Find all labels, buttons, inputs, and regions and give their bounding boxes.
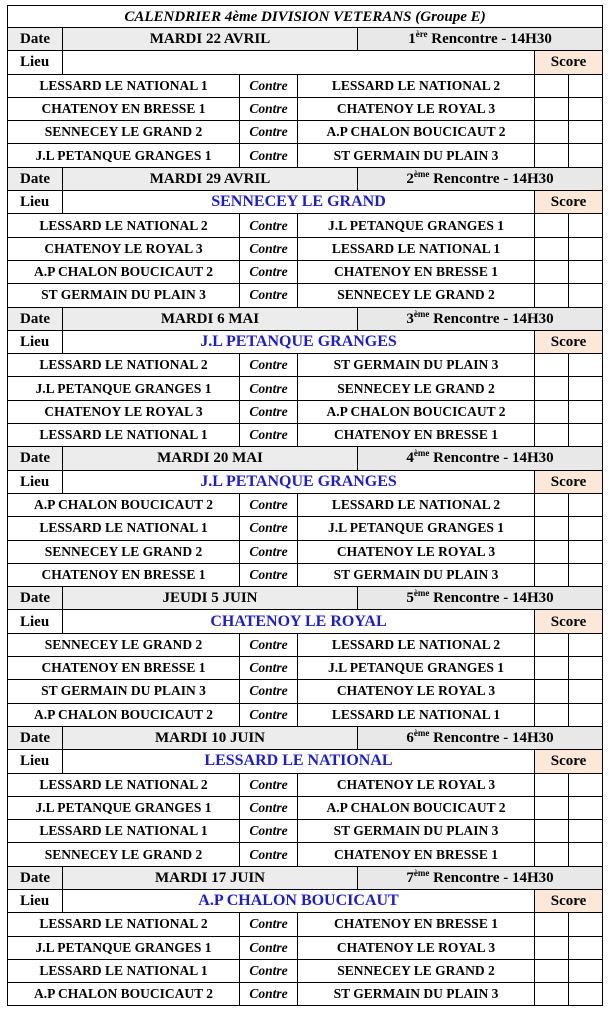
home-score-cell[interactable] <box>535 260 569 283</box>
away-score-cell[interactable] <box>569 936 603 959</box>
away-team: SENNECEY LE GRAND 2 <box>298 377 535 400</box>
away-score-cell[interactable] <box>569 820 603 843</box>
contre-label: Contre <box>240 424 298 447</box>
lieu-label: Lieu <box>8 330 63 353</box>
home-team: SENNECEY LE GRAND 2 <box>8 843 240 866</box>
lieu-label: Lieu <box>8 610 63 633</box>
away-score-cell[interactable] <box>569 377 603 400</box>
home-score-cell[interactable] <box>535 983 569 1006</box>
round-date: MARDI 10 JUIN <box>63 726 358 749</box>
match-row <box>8 493 603 516</box>
away-score-cell[interactable] <box>569 144 603 167</box>
match-row <box>8 74 603 97</box>
round-date-row <box>8 28 603 51</box>
match-row <box>8 843 603 866</box>
date-label: Date <box>8 726 63 749</box>
away-team: ST GERMAIN DU PLAIN 3 <box>298 820 535 843</box>
score-header: Score <box>535 191 603 214</box>
match-row <box>8 773 603 796</box>
match-row <box>8 633 603 656</box>
away-score-cell[interactable] <box>569 354 603 377</box>
home-team: LESSARD LE NATIONAL 2 <box>8 214 240 237</box>
contre-label: Contre <box>240 563 298 586</box>
contre-label: Contre <box>240 354 298 377</box>
away-team: SENNECEY LE GRAND 2 <box>298 284 535 307</box>
contre-label: Contre <box>240 517 298 540</box>
away-team: LESSARD LE NATIONAL 1 <box>298 237 535 260</box>
round-num: 3 <box>406 310 414 327</box>
score-header: Score <box>535 610 603 633</box>
contre-label: Contre <box>240 959 298 982</box>
home-team: LESSARD LE NATIONAL 2 <box>8 354 240 377</box>
round-date: MARDI 29 AVRIL <box>63 167 358 190</box>
calendar-table <box>7 5 603 1006</box>
home-team: LESSARD LE NATIONAL 2 <box>8 913 240 936</box>
round-num-suffix: ème <box>413 728 430 739</box>
home-team: SENNECEY LE GRAND 2 <box>8 540 240 563</box>
away-team: CHATENOY EN BRESSE 1 <box>298 843 535 866</box>
match-row <box>8 983 603 1006</box>
home-score-cell[interactable] <box>535 657 569 680</box>
contre-label: Contre <box>240 843 298 866</box>
round-date: MARDI 6 MAI <box>63 307 358 330</box>
round-location: LESSARD LE NATIONAL <box>63 750 535 773</box>
match-row <box>8 377 603 400</box>
round-lieu-row <box>8 51 603 74</box>
contre-label: Contre <box>240 121 298 144</box>
contre-label: Contre <box>240 913 298 936</box>
round-lieu-row <box>8 610 603 633</box>
round-time: Rencontre - 14H30 <box>429 869 554 886</box>
home-score-cell[interactable] <box>535 633 569 656</box>
home-team: J.L PETANQUE GRANGES 1 <box>8 144 240 167</box>
away-score-cell[interactable] <box>569 843 603 866</box>
round-location: J.L PETANQUE GRANGES <box>63 330 535 353</box>
away-score-cell[interactable] <box>569 703 603 726</box>
home-score-cell[interactable] <box>535 284 569 307</box>
home-score-cell[interactable] <box>535 680 569 703</box>
home-score-cell[interactable] <box>535 121 569 144</box>
away-score-cell[interactable] <box>569 237 603 260</box>
round-date-row <box>8 587 603 610</box>
contre-label: Contre <box>240 540 298 563</box>
contre-label: Contre <box>240 796 298 819</box>
match-row <box>8 144 603 167</box>
round-num: 4 <box>406 450 414 467</box>
match-row <box>8 703 603 726</box>
away-team: SENNECEY LE GRAND 2 <box>298 959 535 982</box>
contre-label: Contre <box>240 284 298 307</box>
contre-label: Contre <box>240 493 298 516</box>
round-date: MARDI 22 AVRIL <box>63 28 358 51</box>
round-time: Rencontre - 14H30 <box>429 730 554 747</box>
page-title: CALENDRIER 4ème DIVISION VETERANS (Groupe E) <box>8 6 603 28</box>
away-score-cell[interactable] <box>569 74 603 97</box>
match-row <box>8 563 603 586</box>
home-score-cell[interactable] <box>535 400 569 423</box>
round-location: SENNECEY LE GRAND <box>63 191 535 214</box>
lieu-label: Lieu <box>8 51 63 74</box>
away-team: ST GERMAIN DU PLAIN 3 <box>298 354 535 377</box>
round-date: MARDI 17 JUIN <box>63 866 358 889</box>
contre-label: Contre <box>240 680 298 703</box>
home-team: A.P CHALON BOUCICAUT 2 <box>8 260 240 283</box>
home-score-cell[interactable] <box>535 959 569 982</box>
home-team: CHATENOY EN BRESSE 1 <box>8 563 240 586</box>
score-header: Score <box>535 330 603 353</box>
round-location: J.L PETANQUE GRANGES <box>63 470 535 493</box>
lieu-label: Lieu <box>8 191 63 214</box>
away-team: CHATENOY EN BRESSE 1 <box>298 260 535 283</box>
home-team: A.P CHALON BOUCICAUT 2 <box>8 703 240 726</box>
away-score-cell[interactable] <box>569 983 603 1006</box>
contre-label: Contre <box>240 144 298 167</box>
round-date-row <box>8 167 603 190</box>
away-score-cell[interactable] <box>569 284 603 307</box>
home-team: LESSARD LE NATIONAL 1 <box>8 424 240 447</box>
home-score-cell[interactable] <box>535 936 569 959</box>
away-score-cell[interactable] <box>569 657 603 680</box>
contre-label: Contre <box>240 377 298 400</box>
round-num-suffix: ème <box>413 448 430 459</box>
match-row <box>8 424 603 447</box>
away-score-cell[interactable] <box>569 633 603 656</box>
round-lieu-row <box>8 330 603 353</box>
calendar-sheet <box>7 5 602 1006</box>
match-row <box>8 517 603 540</box>
home-score-cell[interactable] <box>535 843 569 866</box>
round-lieu-row <box>8 889 603 912</box>
round-time: Rencontre - 14H30 <box>429 310 554 327</box>
home-team: LESSARD LE NATIONAL 1 <box>8 959 240 982</box>
match-row <box>8 959 603 982</box>
round-time: Rencontre - 14H30 <box>429 450 554 467</box>
round-location: CHATENOY LE ROYAL <box>63 610 535 633</box>
round-num-suffix: ème <box>413 588 430 599</box>
away-team: CHATENOY LE ROYAL 3 <box>298 936 535 959</box>
contre-label: Contre <box>240 214 298 237</box>
away-score-cell[interactable] <box>569 959 603 982</box>
score-header: Score <box>535 470 603 493</box>
away-score-cell[interactable] <box>569 540 603 563</box>
round-num-suffix: ème <box>413 168 430 179</box>
home-score-cell[interactable] <box>535 796 569 819</box>
home-team: LESSARD LE NATIONAL 1 <box>8 820 240 843</box>
round-number <box>358 167 603 190</box>
home-score-cell[interactable] <box>535 703 569 726</box>
lieu-label: Lieu <box>8 889 63 912</box>
away-team: J.L PETANQUE GRANGES 1 <box>298 657 535 680</box>
score-header: Score <box>535 750 603 773</box>
lieu-label: Lieu <box>8 750 63 773</box>
match-row <box>8 540 603 563</box>
away-score-cell[interactable] <box>569 400 603 423</box>
round-date-row <box>8 726 603 749</box>
contre-label: Contre <box>240 657 298 680</box>
date-label: Date <box>8 866 63 889</box>
lieu-label: Lieu <box>8 470 63 493</box>
away-score-cell[interactable] <box>569 424 603 447</box>
away-team: LESSARD LE NATIONAL 1 <box>298 703 535 726</box>
home-score-cell[interactable] <box>535 913 569 936</box>
away-score-cell[interactable] <box>569 796 603 819</box>
round-number <box>358 28 603 51</box>
home-score-cell[interactable] <box>535 144 569 167</box>
away-score-cell[interactable] <box>569 97 603 120</box>
home-score-cell[interactable] <box>535 214 569 237</box>
contre-label: Contre <box>240 97 298 120</box>
round-num-suffix: ème <box>413 867 430 878</box>
home-score-cell[interactable] <box>535 517 569 540</box>
away-score-cell[interactable] <box>569 680 603 703</box>
round-number <box>358 307 603 330</box>
contre-label: Contre <box>240 400 298 423</box>
away-team: ST GERMAIN DU PLAIN 3 <box>298 563 535 586</box>
match-row <box>8 284 603 307</box>
date-label: Date <box>8 167 63 190</box>
home-team: SENNECEY LE GRAND 2 <box>8 633 240 656</box>
home-team: A.P CHALON BOUCICAUT 2 <box>8 493 240 516</box>
score-header: Score <box>535 51 603 74</box>
home-team: CHATENOY EN BRESSE 1 <box>8 97 240 120</box>
round-time: Rencontre - 14H30 <box>429 590 554 607</box>
home-team: CHATENOY LE ROYAL 3 <box>8 400 240 423</box>
contre-label: Contre <box>240 983 298 1006</box>
round-date-row <box>8 307 603 330</box>
match-row <box>8 820 603 843</box>
away-score-cell[interactable] <box>569 493 603 516</box>
match-row <box>8 260 603 283</box>
away-team: CHATENOY LE ROYAL 3 <box>298 97 535 120</box>
round-number <box>358 726 603 749</box>
date-label: Date <box>8 28 63 51</box>
contre-label: Contre <box>240 237 298 260</box>
match-row <box>8 796 603 819</box>
away-team: A.P CHALON BOUCICAUT 2 <box>298 121 535 144</box>
round-date-row <box>8 866 603 889</box>
home-score-cell[interactable] <box>535 377 569 400</box>
round-num: 1 <box>408 31 416 48</box>
home-team: CHATENOY LE ROYAL 3 <box>8 237 240 260</box>
away-team: CHATENOY EN BRESSE 1 <box>298 913 535 936</box>
home-team: ST GERMAIN DU PLAIN 3 <box>8 284 240 307</box>
date-label: Date <box>8 307 63 330</box>
away-team: ST GERMAIN DU PLAIN 3 <box>298 144 535 167</box>
round-time: Rencontre - 14H30 <box>427 31 552 48</box>
round-date: MARDI 20 MAI <box>63 447 358 470</box>
round-num: 5 <box>406 590 414 607</box>
away-score-cell[interactable] <box>569 121 603 144</box>
away-team: LESSARD LE NATIONAL 2 <box>298 633 535 656</box>
match-row <box>8 657 603 680</box>
round-location <box>63 51 535 74</box>
contre-label: Contre <box>240 74 298 97</box>
away-team: CHATENOY EN BRESSE 1 <box>298 424 535 447</box>
home-score-cell[interactable] <box>535 74 569 97</box>
away-team: CHATENOY LE ROYAL 3 <box>298 540 535 563</box>
contre-label: Contre <box>240 703 298 726</box>
home-score-cell[interactable] <box>535 97 569 120</box>
round-num: 2 <box>406 170 414 187</box>
match-row <box>8 214 603 237</box>
home-score-cell[interactable] <box>535 354 569 377</box>
date-label: Date <box>8 587 63 610</box>
round-number <box>358 866 603 889</box>
match-row <box>8 237 603 260</box>
round-time: Rencontre - 14H30 <box>429 170 554 187</box>
away-team: LESSARD LE NATIONAL 2 <box>298 493 535 516</box>
home-score-cell[interactable] <box>535 563 569 586</box>
away-score-cell[interactable] <box>569 773 603 796</box>
away-team: A.P CHALON BOUCICAUT 2 <box>298 796 535 819</box>
round-number <box>358 587 603 610</box>
home-score-cell[interactable] <box>535 820 569 843</box>
away-team: J.L PETANQUE GRANGES 1 <box>298 517 535 540</box>
home-team: J.L PETANQUE GRANGES 1 <box>8 377 240 400</box>
round-location: A.P CHALON BOUCICAUT <box>63 889 535 912</box>
home-team: SENNECEY LE GRAND 2 <box>8 121 240 144</box>
round-num-suffix: ère <box>415 29 428 40</box>
home-team: A.P CHALON BOUCICAUT 2 <box>8 983 240 1006</box>
home-score-cell[interactable] <box>535 424 569 447</box>
home-team: LESSARD LE NATIONAL 1 <box>8 74 240 97</box>
away-team: CHATENOY LE ROYAL 3 <box>298 680 535 703</box>
round-date-row <box>8 447 603 470</box>
date-label: Date <box>8 447 63 470</box>
score-header: Score <box>535 889 603 912</box>
home-team: J.L PETANQUE GRANGES 1 <box>8 796 240 819</box>
contre-label: Contre <box>240 773 298 796</box>
round-lieu-row <box>8 750 603 773</box>
contre-label: Contre <box>240 633 298 656</box>
match-row <box>8 936 603 959</box>
home-score-cell[interactable] <box>535 237 569 260</box>
contre-label: Contre <box>240 820 298 843</box>
away-team: J.L PETANQUE GRANGES 1 <box>298 214 535 237</box>
away-team: ST GERMAIN DU PLAIN 3 <box>298 983 535 1006</box>
away-score-cell[interactable] <box>569 260 603 283</box>
round-lieu-row <box>8 191 603 214</box>
home-team: CHATENOY EN BRESSE 1 <box>8 657 240 680</box>
away-team: CHATENOY LE ROYAL 3 <box>298 773 535 796</box>
round-num: 6 <box>406 730 414 747</box>
contre-label: Contre <box>240 260 298 283</box>
match-row <box>8 97 603 120</box>
away-score-cell[interactable] <box>569 214 603 237</box>
match-row <box>8 680 603 703</box>
away-team: LESSARD LE NATIONAL 2 <box>298 74 535 97</box>
match-row <box>8 400 603 423</box>
home-score-cell[interactable] <box>535 773 569 796</box>
away-score-cell[interactable] <box>569 517 603 540</box>
match-row <box>8 354 603 377</box>
away-team: A.P CHALON BOUCICAUT 2 <box>298 400 535 423</box>
round-num-suffix: ème <box>413 308 430 319</box>
away-score-cell[interactable] <box>569 563 603 586</box>
contre-label: Contre <box>240 936 298 959</box>
round-number <box>358 447 603 470</box>
round-num: 7 <box>406 869 414 886</box>
home-team: J.L PETANQUE GRANGES 1 <box>8 936 240 959</box>
away-score-cell[interactable] <box>569 913 603 936</box>
match-row <box>8 121 603 144</box>
home-score-cell[interactable] <box>535 540 569 563</box>
round-lieu-row <box>8 470 603 493</box>
home-team: ST GERMAIN DU PLAIN 3 <box>8 680 240 703</box>
match-row <box>8 913 603 936</box>
round-date: JEUDI 5 JUIN <box>63 587 358 610</box>
home-team: LESSARD LE NATIONAL 2 <box>8 773 240 796</box>
home-score-cell[interactable] <box>535 493 569 516</box>
home-team: LESSARD LE NATIONAL 1 <box>8 517 240 540</box>
